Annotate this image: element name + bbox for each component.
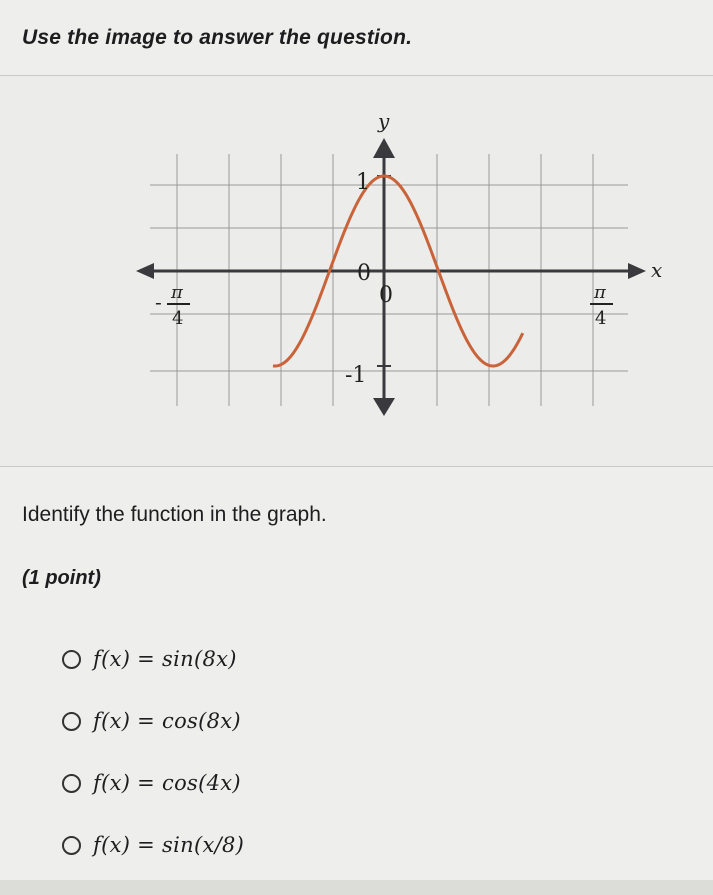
option-cos-4x[interactable] (62, 752, 244, 814)
tick-label-neg-four: 4 (172, 308, 184, 329)
question-text: Identify the function in the graph. (22, 503, 327, 526)
tick-label-x-0: 0 (379, 283, 393, 308)
y-axis-down-arrow (373, 398, 395, 416)
tick-label-neg-pi: π (171, 282, 183, 303)
grid (150, 154, 628, 406)
option-cos-8x[interactable] (62, 690, 244, 752)
option-label: f(x) = sin(8x) (93, 647, 237, 671)
prompt-text: Use the image to answer the question. (22, 26, 413, 49)
tick-label-pos-four: 4 (595, 308, 607, 329)
y-axis-label: y (378, 109, 390, 133)
tick-label-y-neg1: -1 (345, 363, 367, 388)
graph-figure (0, 75, 713, 467)
option-sin-8x[interactable] (62, 628, 244, 690)
radio-button[interactable] (62, 712, 81, 731)
answer-options (62, 628, 244, 876)
option-label: f(x) = cos(4x) (93, 771, 241, 795)
option-label: f(x) = sin(x/8) (93, 833, 245, 857)
radio-button[interactable] (62, 774, 81, 793)
radio-button[interactable] (62, 836, 81, 855)
y-axis-up-arrow (373, 138, 395, 158)
tick-label-y-1: 1 (356, 170, 370, 195)
tick-label-neg-sign: - (155, 290, 162, 314)
x-axis-right-arrow (628, 263, 646, 279)
radio-button[interactable] (62, 650, 81, 669)
graph-svg (0, 76, 713, 466)
axes (136, 138, 646, 416)
bottom-bar (0, 880, 713, 895)
x-axis-label: x (651, 258, 663, 282)
points-text: (1 point) (22, 567, 101, 589)
tick-label-y-0: 0 (357, 261, 371, 286)
option-label: f(x) = cos(8x) (93, 709, 241, 733)
option-sin-x-over-8[interactable] (62, 814, 244, 876)
x-axis-left-arrow (136, 263, 154, 279)
tick-label-pos-pi: π (594, 282, 606, 303)
